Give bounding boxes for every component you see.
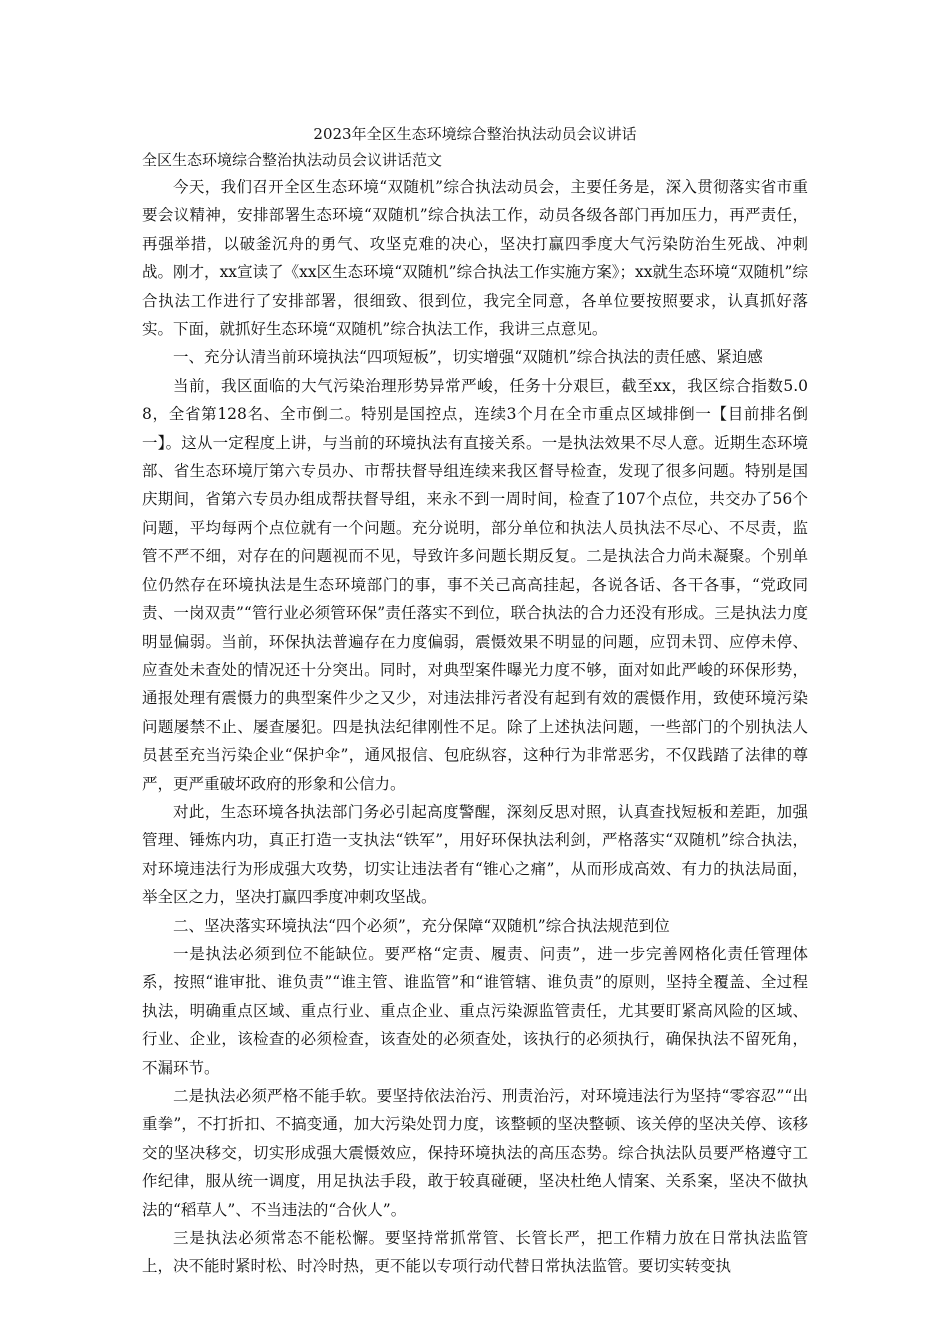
paragraph-point-2: 二是执法必须严格不能手软。要坚持依法治污、刑责治污，对环境违法行为坚持“零容忍”“出重拳”，不打折扣、不搞变通，加大污染处罚力度，该整顿的坚决整顿、该关停的坚决关停、该移交的坚决移交，切实形成强大震慑效应，保持环境执法的高压态势。综合执法队员要严格遵守工作纪律，服从统一调度，用足执法手段，敢于较真碰硬，坚决杜绝人情案、关系案，坚决不做执法的“稻草人”、不当违法的“合伙人”。 [142, 1087, 808, 1219]
paragraph-point-1: 一是执法必须到位不能缺位。要严格“定责、履责、问责”，进一步完善网格化责任管理体系，按照“谁审批、谁负责”“谁主管、谁监管”和“谁管辖、谁负责”的原则，坚持全覆盖、全过程执法，明确重点区域、重点行业、重点企业、重点污染源监管责任，尤其要盯紧高风险的区域、行业、企业，该检查的必须检查，该查处的必须查处，该执行的必须执行，确保执法不留死角，不漏环节。 [142, 944, 808, 1077]
paragraph-current-situation: 当前，我区面临的大气污染治理形势异常严峻，任务十分艰巨，截至xx，我区综合指数5.08，全省第128名、全市倒二。特别是国控点，连续3个月在全市重点区域排倒一【目前排名倒一】。这从一定程度上讲，与当前的环境执法有直接关系。一是执法效果不尽人意。近期生态环境部、省生态环境厅第六专员办、市帮扶督导组连续来我区督导检查，发现了很多问题。特别是国庆期间，省第六专员办组成帮扶督导组，来永不到一周时间，检查了107个点位，共交办了56个问题，平均每两个点位就有一个问题。充分说明，部分单位和执法人员执法不尽心、不尽责，监管不严不细，对存在的问题视而不见，导致许多问题长期反复。二是执法合力尚未凝聚。个别单位仍然存在环境执法是生态环境部门的事，事不关己高高挂起，各说各话、各干各事，“党政同责、一岗双责”“管行业必须管环保”责任落实不到位，联合执法的合力还没有形成。三是执法力度明显偏弱。当前，环保执法普遍存在力度偏弱，震慑效果不明显的问题，应罚未罚、应停未停、应查处未查处的情况还十分突出。同时，对典型案件曝光力度不够，面对如此严峻的环保形势，通报处理有震慑力的典型案件少之又少，对违法排污者没有起到有效的震慑作用，致使环境污染问题屡禁不止、屡查屡犯。四是执法纪律刚性不足。除了上述执法问题，一些部门的个别执法人员甚至充当污染企业“保护伞”，通风报信、包庇纵容，这种行为非常恶劣，不仅践踏了法律的尊严，更严重破坏政府的形象和公信力。 [142, 376, 808, 793]
document-subtitle: 全区生态环境综合整治执法动员会议讲话范文 [142, 151, 443, 169]
document-page [142, 121, 808, 1281]
section-heading-1: 一、充分认清当前环境执法“四项短板”，切实增强“双随机”综合执法的责任感、紧迫感 [173, 348, 763, 367]
paragraph-response: 对此，生态环境各执法部门务必引起高度警醒，深刻反思对照，认真查找短板和差距，加强管理、锤炼内功，真正打造一支执法“铁军”，用好环保执法利剑，严格落实“双随机”综合执法，对环境违法行为形成强大攻势，切实让违法者有“锥心之痛”，从而形成高效、有力的执法局面，举全区之力，坚决打赢四季度冲刺攻坚战。 [142, 802, 808, 907]
paragraph-point-3: 三是执法必须常态不能松懈。要坚持常抓常管、长管长严，把工作精力放在日常执法监管上，决不能时紧时松、时冷时热，更不能以专项行动代替日常执法监管。要切实转变执 [142, 1229, 808, 1276]
section-heading-2: 二、坚决落实环境执法“四个必须”，充分保障“双随机”综合执法规范到位 [173, 916, 670, 935]
paragraph-opening: 今天，我们召开全区生态环境“双随机”综合执法动员会，主要任务是，深入贯彻落实省市重要会议精神，安排部署生态环境“双随机”综合执法工作，动员各级各部门再加压力，再严责任，再强举措，以破釜沉舟的勇气、攻坚克难的决心，坚决打赢四季度大气污染防治生死战、冲刺战。刚才，xx宣读了《xx区生态环境“双随机”综合执法工作实施方案》；xx就生态环境“双随机”综合执法工作进行了安排部署，很细致、很到位，我完全同意，各单位要按照要求，认真抓好落实。下面，就抓好生态环境“双随机”综合执法工作，我讲三点意见。 [142, 178, 808, 339]
document-title: 2023年全区生态环境综合整治执法动员会议讲话 [313, 125, 637, 143]
